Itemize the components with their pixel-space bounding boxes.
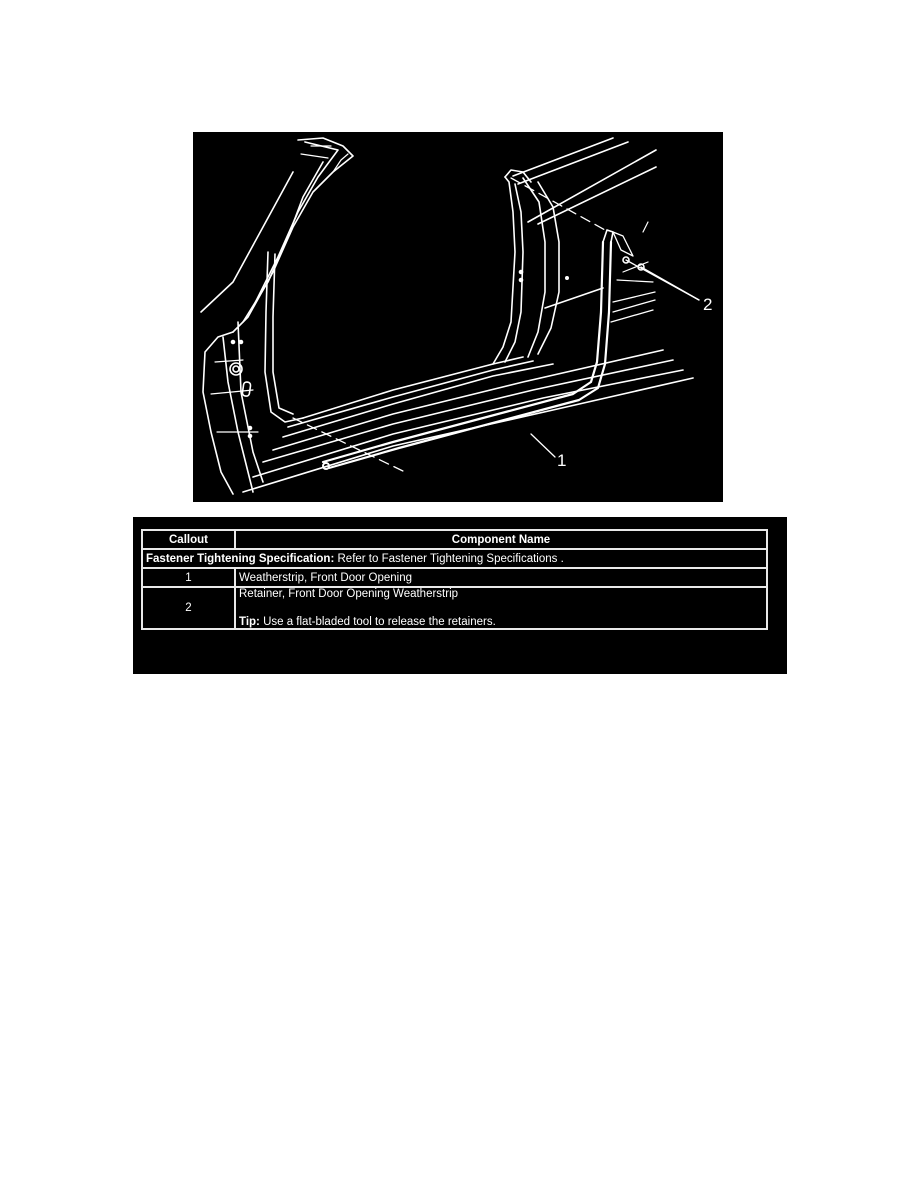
spec-cell: [142, 549, 767, 568]
callout-number: 2: [142, 587, 235, 629]
spec-text: Refer to Fastener Tightening Specifications .: [334, 552, 564, 565]
tip-label: Tip:: [239, 616, 260, 628]
door-opening-illustration: [193, 132, 723, 502]
component-name: Retainer, Front Door Opening Weatherstrip: [239, 588, 459, 600]
component-table-block: [133, 517, 787, 674]
header-callout: Callout: [142, 530, 235, 549]
table-row: [142, 568, 767, 587]
weatherstrip-diagram: [193, 132, 723, 502]
tip-line: [239, 616, 763, 628]
callout-number: 1: [142, 568, 235, 587]
callout-label-1: 1: [557, 451, 567, 470]
spec-label: Fastener Tightening Specification:: [146, 552, 335, 565]
component-table: [141, 529, 768, 630]
callout-label-2: 2: [703, 295, 713, 314]
table-row: [142, 587, 767, 629]
tip-text: Use a flat-bladed tool to release the retainers.: [259, 616, 496, 628]
component-name-cell: [235, 587, 767, 629]
header-component-name: Component Name: [235, 530, 767, 549]
component-name: Weatherstrip, Front Door Opening: [235, 568, 767, 587]
table-header-row: [142, 530, 767, 549]
spec-row: [142, 549, 767, 568]
